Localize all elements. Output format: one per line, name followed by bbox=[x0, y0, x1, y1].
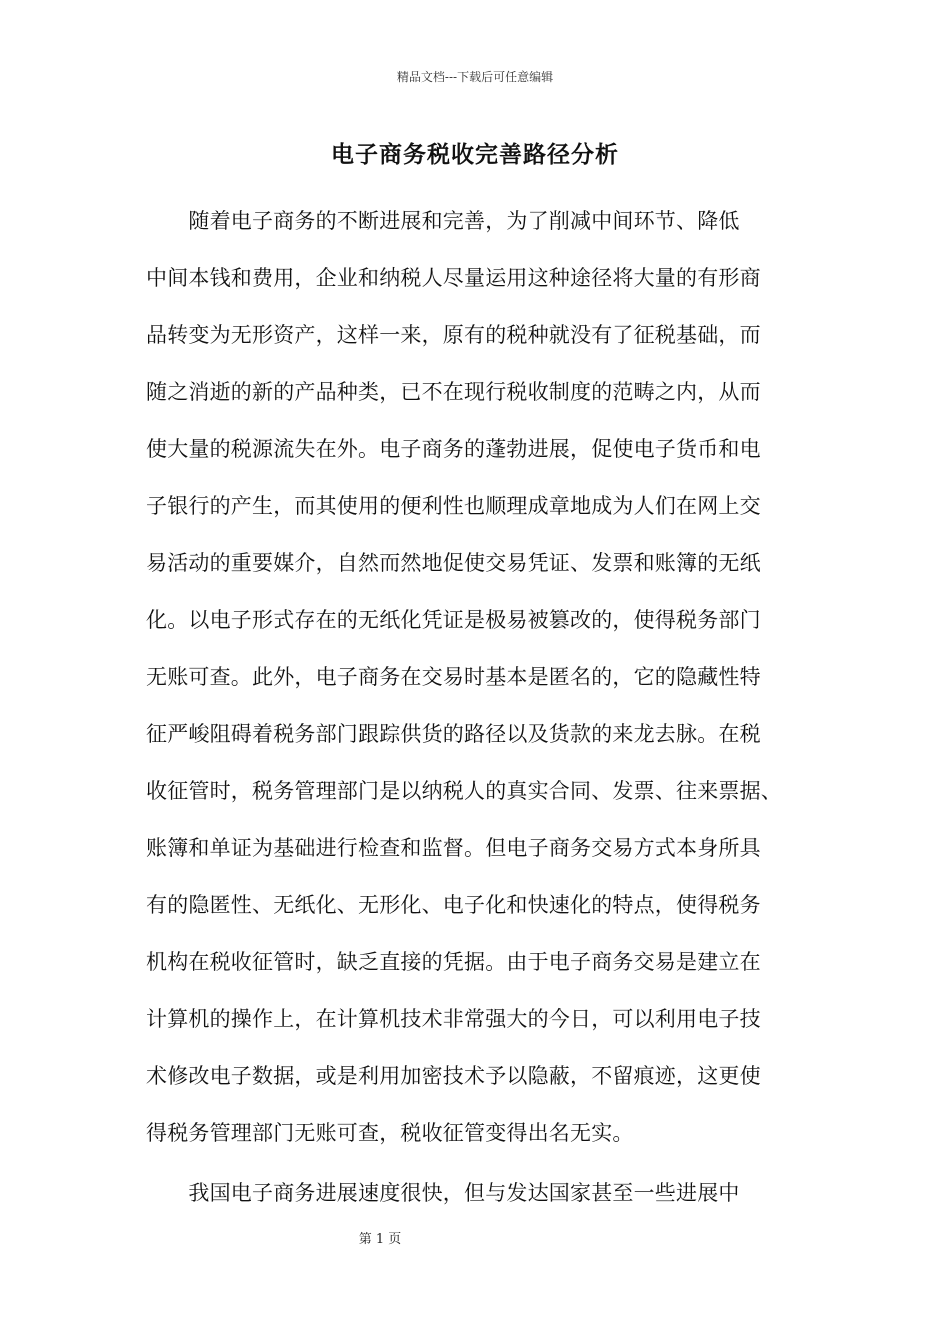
paragraph-1 bbox=[146, 193, 808, 1162]
header-note: 精品文档---下载后可任意编辑 bbox=[396, 70, 554, 84]
text-line: 化。以电子形式存在的无纸化凭证是极易被篡改的，使得税务部门 bbox=[146, 608, 761, 632]
text-line: 我国电子商务进展速度很快，但与发达国家甚至一些进展中 bbox=[146, 1181, 740, 1205]
text-line: 使大量的税源流失在外。电子商务的蓬勃进展，促使电子货币和电 bbox=[146, 437, 761, 461]
text-line: 随之消逝的新的产品种类，已不在现行税收制度的范畴之内，从而 bbox=[146, 380, 761, 404]
text-line: 品转变为无形资产，这样一来，原有的税种就没有了征税基础，而 bbox=[146, 323, 761, 347]
text-line: 账簿和单证为基础进行检查和监督。但电子商务交易方式本身所具 bbox=[146, 836, 761, 860]
page-number: 第 1 页 bbox=[358, 1232, 402, 1247]
text-line: 有的隐匿性、无纸化、无形化、电子化和快速化的特点，使得税务 bbox=[146, 893, 761, 917]
document-title: 电子商务税收完善路径分析 bbox=[331, 141, 619, 168]
text-line: 机构在税收征管时，缺乏直接的凭据。由于电子商务交易是建立在 bbox=[146, 950, 761, 974]
text-line: 中间本钱和费用，企业和纳税人尽量运用这种途径将大量的有形商 bbox=[146, 266, 761, 290]
text-line: 得税务管理部门无账可查，税收征管变得出名无实。 bbox=[146, 1121, 634, 1145]
text-line: 术修改电子数据，或是利用加密技术予以隐蔽，不留痕迹，这更使 bbox=[146, 1064, 761, 1088]
text-line: 易活动的重要媒介，自然而然地促使交易凭证、发票和账簿的无纸 bbox=[146, 551, 761, 575]
text-line: 收征管时，税务管理部门是以纳税人的真实合同、发票、往来票据、 bbox=[146, 779, 782, 803]
text-line: 子银行的产生，而其使用的便利性也顺理成章地成为人们在网上交 bbox=[146, 494, 761, 518]
text-line: 征严峻阻碍着税务部门跟踪供货的路径以及货款的来龙去脉。在税 bbox=[146, 722, 761, 746]
paragraph-2 bbox=[146, 1165, 808, 1222]
text-line: 随着电子商务的不断进展和完善，为了削减中间环节、降低 bbox=[146, 209, 740, 233]
text-line: 计算机的操作上，在计算机技术非常强大的今日，可以利用电子技 bbox=[146, 1007, 761, 1031]
text-line: 无账可查。此外，电子商务在交易时基本是匿名的，它的隐藏性特 bbox=[146, 665, 761, 689]
